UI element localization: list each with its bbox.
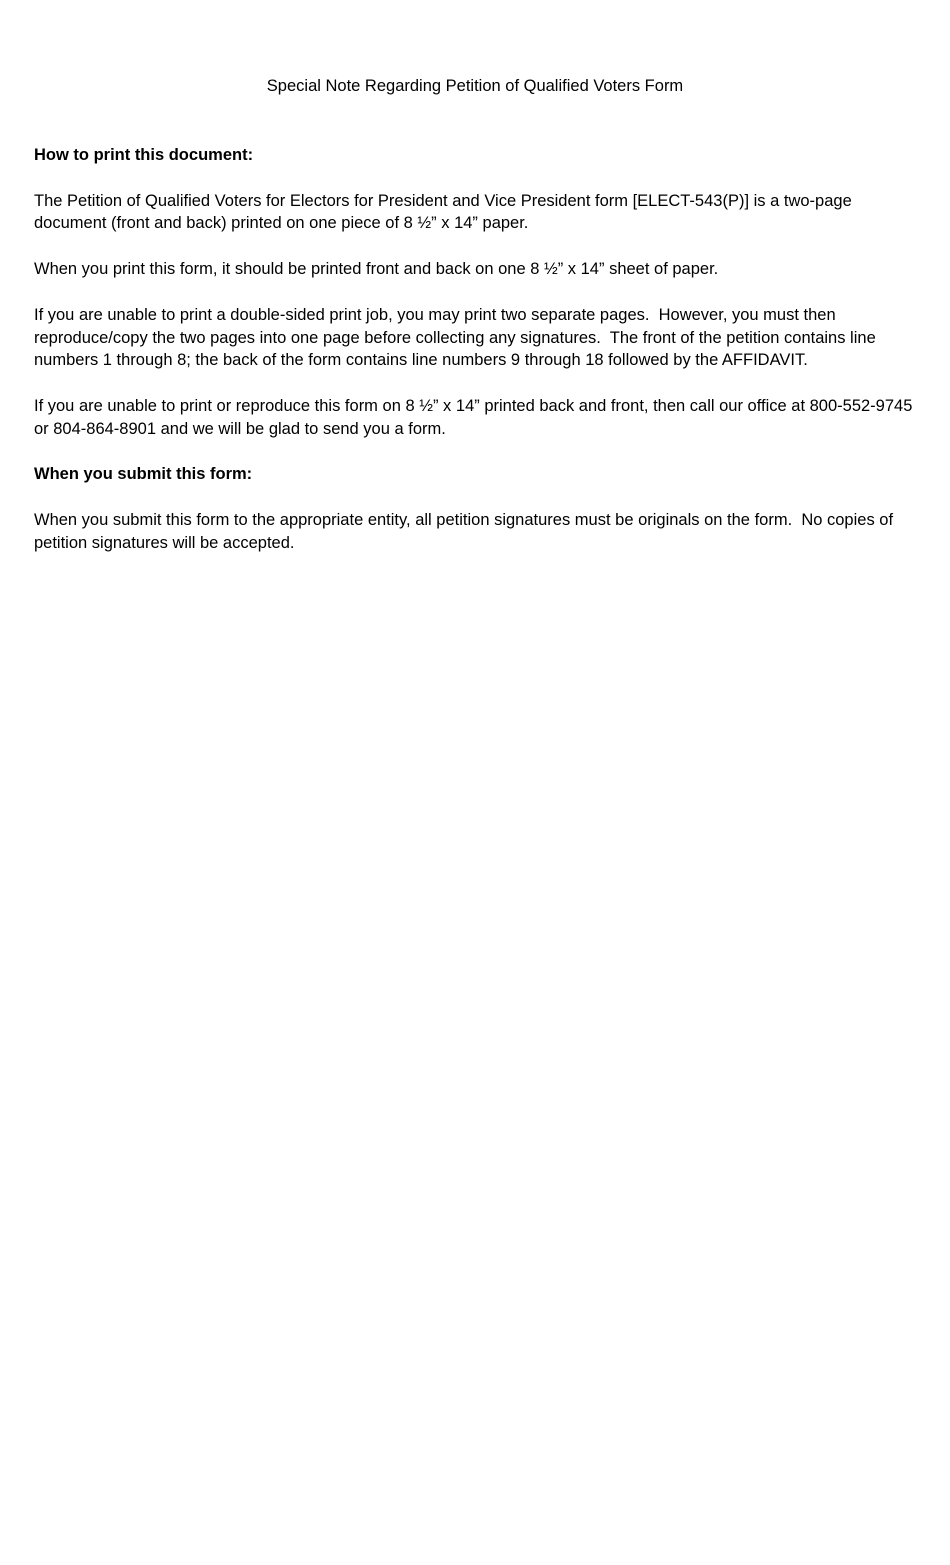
page-title: Special Note Regarding Petition of Qualified Voters Form [266,77,684,95]
paragraph-print-instructions: When you print this form, it should be printed front and back on one 8 ½” x 14” sheet of paper. [34,260,719,279]
paragraph-double-sided-alternative: If you are unable to print a double-sided print job, you may print two separate pages. However, you must then reproduce/copy the two pages into one page before collecting any signatures. The front of the petition contains line numbers 1 through 8; the back of the form contains line numbers 9 through 18 followed by the AFFIDAVIT. [34,305,881,370]
section-heading-when-submit: When you submit this form: [34,465,253,484]
document-body [34,144,914,554]
paragraph-contact-office: If you are unable to print or reproduce this form on 8 ½” x 14” printed back and front, then call our office at 800-552-9745 or 804-864-8901 and we will be glad to send you a form. [34,396,913,438]
paragraph-submission-rules: When you submit this form to the appropriate entity, all petition signatures must be originals on the form. No copies of petition signatures will be accepted. [34,511,898,552]
section-heading-how-to-print: How to print this document: [34,146,254,164]
paragraph-form-description: The Petition of Qualified Voters for Electors for President and Vice President form [ELECT-543(P)] is a two-page document (front and back) printed on one piece of 8 ½” x 14” paper. [34,191,857,233]
